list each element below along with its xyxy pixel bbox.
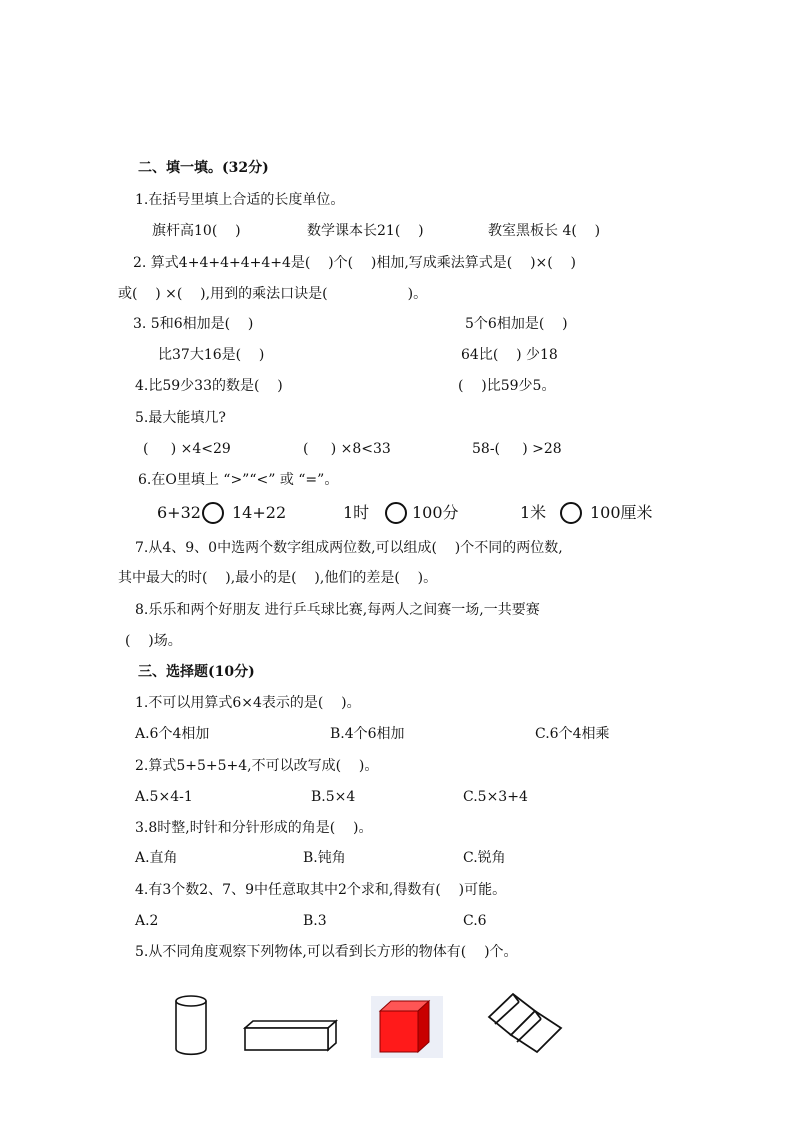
q1-option-a: 旗杆高10( ) [152,223,241,239]
s3-q3-option-a[interactable]: A.直角 [135,850,178,866]
s3-q1-stem: 1.不可以用算式6×4表示的是( )。 [135,695,361,711]
q6-c-circle[interactable] [560,502,582,524]
s3-q1-option-b[interactable]: B.4个6相加 [330,726,405,742]
s3-q4-option-c[interactable]: C.6 [463,913,487,929]
q6-a-right: 14+22 [232,503,287,522]
s3-q4-option-a[interactable]: A.2 [135,913,159,929]
q3-part-b: 5个6相加是( ) [465,316,568,332]
q8-line1: 8.乐乐和两个好朋友 进行乒乓球比赛,每两人之间赛一场,一共要赛 [135,602,540,618]
q5-part-a: ( ) ×4<29 [143,441,231,457]
s3-q1-option-a[interactable]: A.6个4相加 [135,726,210,742]
section3-heading: 三、选择题(10分) [138,664,255,680]
q5-part-c: 58-( ) >28 [472,441,562,457]
q6-a-left: 6+32 [157,503,201,522]
s3-q5-stem: 5.从不同角度观察下列物体,可以看到长方形的物体有( )个。 [135,944,518,960]
q1-option-c: 教室黑板长 4( ) [488,223,601,239]
q1-option-b: 数学课本长21( ) [307,223,424,239]
q6-c-right: 100厘米 [590,503,653,522]
s3-q1-option-c[interactable]: C.6个4相乘 [535,726,610,742]
s3-q4-stem: 4.有3个数2、7、9中任意取其中2个求和,得数有( )可能。 [135,882,507,898]
q5-stem: 5.最大能填几? [135,410,226,426]
q7-line1: 7.从4、9、0中选两个数字组成两位数,可以组成( )个不同的两位数, [135,540,563,556]
s3-q2-option-b[interactable]: B.5×4 [311,789,356,805]
q2-line2: 或( ) ×( ),用到的乘法口诀是( )。 [118,286,428,302]
cuboid-icon [243,1018,339,1054]
q1-stem: 1.在括号里填上合适的长度单位。 [135,192,345,208]
q2-line1: 2. 算式4+4+4+4+4+4是( )个( )相加,写成乘法算式是( )×( ) [133,255,576,271]
q6-b-left: 1时 [343,503,370,522]
cylinder-icon [172,993,212,1057]
q4-part-a: 4.比59少33的数是( ) [135,378,283,394]
q7-line2: 其中最大的时( ),最小的是( ),他们的差是( )。 [118,570,438,586]
q6-c-left: 1米 [520,503,547,522]
q4-part-b: ( )比59少5。 [458,378,556,394]
tilted-prism-icon [486,990,564,1056]
q3-part-d: 64比( ) 少18 [461,347,558,363]
s3-q4-option-b[interactable]: B.3 [303,913,327,929]
s3-q2-option-a[interactable]: A.5×4-1 [135,789,193,805]
q3-part-c: 比37大16是( ) [158,347,265,363]
s3-q3-option-b[interactable]: B.钝角 [303,850,346,866]
q3-part-a: 3. 5和6相加是( ) [133,316,254,332]
s3-q3-stem: 3.8时整,时针和分针形成的角是( )。 [135,820,373,836]
q6-b-circle[interactable] [385,502,407,524]
section2-heading: 二、填一填。(32分) [138,160,269,176]
q5-part-b: ( ) ×8<33 [303,441,391,457]
s3-q3-option-c[interactable]: C.锐角 [463,850,506,866]
s3-q2-stem: 2.算式5+5+5+4,不可以改写成( )。 [135,758,379,774]
q6-b-right: 100分 [412,503,459,522]
q6-stem: 6.在O里填上 “>”“<” 或 “=”。 [138,472,339,488]
q6-a-circle[interactable] [202,502,224,524]
red-cube-icon [371,996,443,1058]
s3-q2-option-c[interactable]: C.5×3+4 [463,789,528,805]
q8-line2: ( )场。 [125,633,182,649]
